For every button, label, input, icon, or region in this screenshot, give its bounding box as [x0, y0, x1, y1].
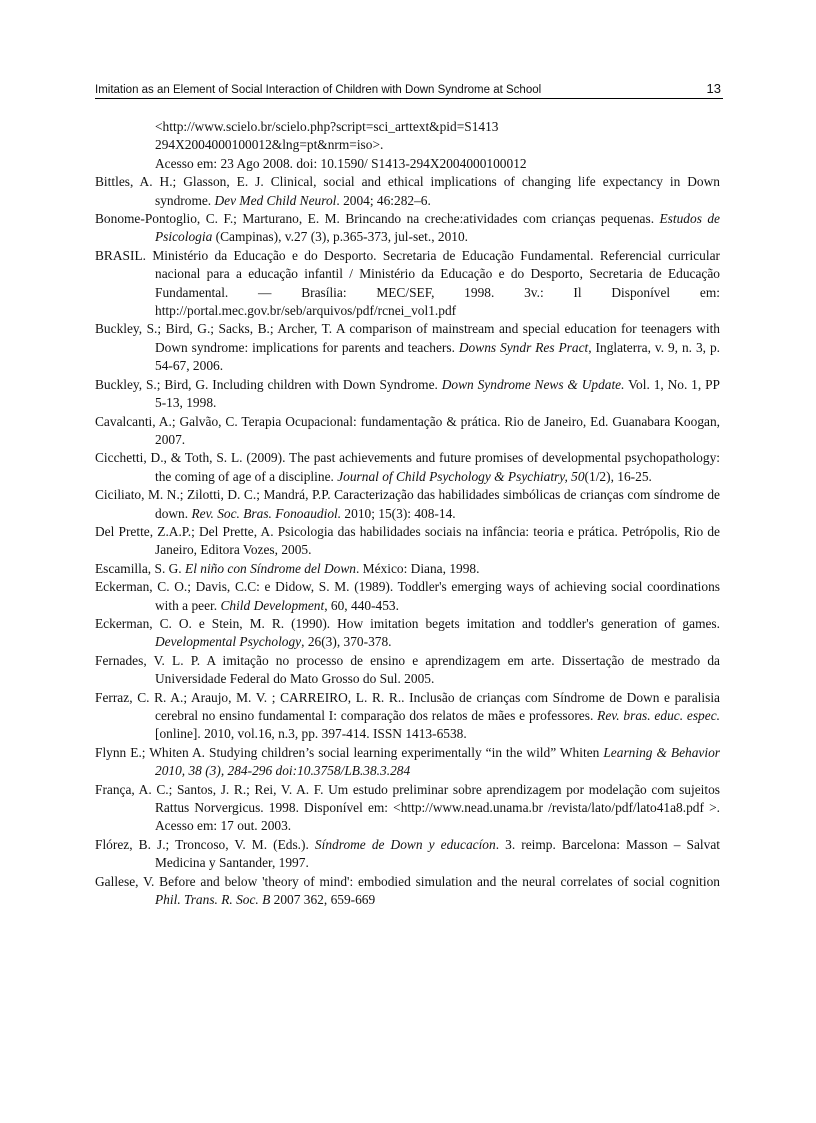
- reference-entry: [95, 376, 720, 413]
- reference-entry: [95, 781, 720, 836]
- reference-text: . México: Diana, 1998.: [355, 560, 480, 576]
- reference-italic: El niño con Síndrome del Down: [185, 560, 356, 576]
- reference-text: Vol. 1, No. 1, PP 5-13, 1998.: [155, 376, 720, 411]
- reference-entry: [95, 873, 720, 910]
- reference-text: Ferraz, C. R. A.; Araujo, M. V. ; CARREIRO, L. R. R.. Inclusão de crianças com Síndrome de Down e paralisia cerebral no ensino fundamental I: comparação dos relatos de mães e professores.: [95, 689, 720, 723]
- reference-entry: [95, 652, 720, 689]
- reference-entry: [95, 449, 720, 486]
- reference-text: , 60, 440-453.: [324, 597, 399, 613]
- reference-italic: Phil. Trans. R. Soc. B: [155, 892, 271, 908]
- reference-text: (Campinas), v.27 (3), p.365-373, jul-set., 2010.: [212, 229, 469, 245]
- reference-italic: Developmental Psychology: [155, 634, 302, 650]
- reference-text: 2007 362, 659-669: [270, 892, 376, 908]
- reference-entry: [95, 744, 720, 781]
- reference-entry: [95, 413, 720, 450]
- reference-text: Cavalcanti, A.; Galvão, C. Terapia Ocupacional: fundamentação & prática. Rio de Janeiro, Ed. Guanabara Koogan, 2007.: [95, 413, 720, 447]
- reference-text: Ciciliato, M. N.; Zilotti, D. C.; Mandrá, P.P. Caracterização das habilidades simbólicas de crianças com síndrome de down.: [95, 487, 720, 521]
- reference-text: Bittles, A. H.; Glasson, E. J. Clinical, social and ethical implications of changing life expectancy in Down syndrome.: [95, 174, 720, 208]
- reference-italic: Rev. bras. educ. espec.: [597, 708, 720, 723]
- reference-entry: [95, 210, 720, 247]
- reference-italic: Down Syndrome News & Update.: [441, 376, 625, 392]
- reference-text: BRASIL. Ministério da Educação e do Desporto. Secretaria de Educação Fundamental. Referencial curricular nacional para a educação infantil / Ministério da Educação e do Desporto, Secretaria de Educação Fundamental. — Brasília: MEC/SEF, 1998. 3v.: Il Disponível em: http://portal.mec.gov.br/seb/arquivos/pdf/rcnei_vol1.pdf: [95, 247, 720, 319]
- reference-text: (1/2), 16-25.: [584, 468, 652, 484]
- reference-text: Buckley, S.; Bird, G. Including children with Down Syndrome.: [95, 376, 442, 392]
- continued-line: <http://www.scielo.br/scielo.php?script=sci_arttext&pid=S1413: [155, 119, 499, 134]
- reference-text: , Inglaterra, v. 9, n. 3, p. 54-67, 2006.: [155, 339, 720, 374]
- reference-entry: [95, 836, 720, 873]
- reference-italic: Learning & Behavior 2010, 38 (3), 284-296 doi:10.3758/LB.38.3.284: [155, 744, 720, 779]
- header-title: Imitation as an Element of Social Interaction of Children with Down Syndrome at School: [95, 84, 542, 96]
- reference-text: Eckerman, C. O. e Stein, M. R. (1990). How imitation begets imitation and toddler's generation of games.: [95, 615, 720, 631]
- reference-text: , 26(3), 370-378.: [301, 634, 392, 650]
- continued-reference: [95, 118, 720, 173]
- reference-entry: [95, 247, 720, 321]
- reference-text: Escamilla, S. G.: [95, 560, 186, 576]
- reference-italic: Estudos de Psicologia: [155, 211, 720, 245]
- running-header: [95, 78, 723, 99]
- reference-text: França, A. C.; Santos, J. R.; Rei, V. A. F. Um estudo preliminar sobre aprendizagem por modelação com sujeitos Rattus Norvergicus. 1998. Disponível em: <http://www.nead.unama.br /revista/lato/pdf/lato41a8.pdf >. Acesso em: 17 out. 2003.: [95, 781, 720, 834]
- reference-entry: [95, 173, 720, 210]
- reference-text: Flórez, B. J.; Troncoso, V. M. (Eds.).: [95, 836, 315, 852]
- reference-text: Eckerman, C. O.; Davis, C.C: e Didow, S. M. (1989). Toddler's emerging ways of achieving social coordinations with a peer.: [95, 579, 720, 613]
- reference-text: Fernades, V. L. P. A imitação no processo de ensino e aprendizagem em arte. Dissertação de mestrado da Universidade Federal do Mato Grosso do Sul. 2005.: [95, 652, 720, 687]
- reference-text: Del Prette, Z.A.P.; Del Prette, A. Psicologia das habilidades sociais na infância: teoria e prática. Petrópolis, Rio de Janeiro, Editora Vozes, 2005.: [95, 523, 720, 558]
- reference-text: . 3. reimp. Barcelona: Masson – Salvat Medicina y Santander, 1997.: [155, 836, 721, 871]
- reference-italic: Síndrome de Down y educacíon: [314, 836, 496, 852]
- references: [95, 173, 720, 909]
- continued-line: 294X2004000100012&lng=pt&nrm=iso>.: [155, 137, 384, 153]
- reference-text: Cicchetti, D., & Toth, S. L. (2009). The past achievements and future promises of developmental psychopathology: the coming of age of a discipline.: [95, 450, 720, 484]
- page-number: 13: [706, 81, 721, 96]
- reference-text: [online]. 2010, vol.16, n.3, pp. 397-414. ISSN 1413-6538.: [155, 726, 467, 742]
- reference-text: Gallese, V. Before and below 'theory of mind': embodied simulation and the neural correlates of social cognition: [95, 873, 720, 889]
- reference-entry: [95, 578, 720, 615]
- reference-entry: [95, 560, 720, 578]
- reference-entry: [95, 689, 720, 744]
- reference-text: 2010; 15(3): 408-14.: [341, 505, 456, 521]
- reference-italic: Downs Syndr Res Pract: [458, 339, 589, 355]
- reference-text: Buckley, S.; Bird, G.; Sacks, B.; Archer, T. A comparison of mainstream and special education for teenagers with Down syndrome: implications for parents and teachers.: [95, 321, 720, 355]
- reference-italic: Dev Med Child Neurol: [214, 192, 337, 208]
- reference-text: Flynn E.; Whiten A. Studying children’s social learning experimentally “in the wild” Whiten: [95, 744, 604, 760]
- reference-text: . 2004; 46:282–6.: [336, 192, 431, 208]
- reference-entry: [95, 320, 720, 375]
- reference-entry: [95, 486, 720, 523]
- continued-line: Acesso em: 23 Ago 2008. doi: 10.1590/ S1413-294X2004000100012: [155, 155, 527, 171]
- reference-italic: Journal of Child Psychology & Psychiatry, 50: [337, 468, 585, 484]
- reference-italic: Child Development: [220, 597, 325, 613]
- reference-italic: Rev. Soc. Bras. Fonoaudiol.: [191, 505, 342, 521]
- reference-entry: [95, 523, 720, 560]
- reference-list: [95, 118, 720, 909]
- reference-text: Bonome-Pontoglio, C. F.; Marturano, E. M. Brincando na creche:atividades com crianças pequenas.: [95, 211, 660, 227]
- reference-entry: [95, 615, 720, 652]
